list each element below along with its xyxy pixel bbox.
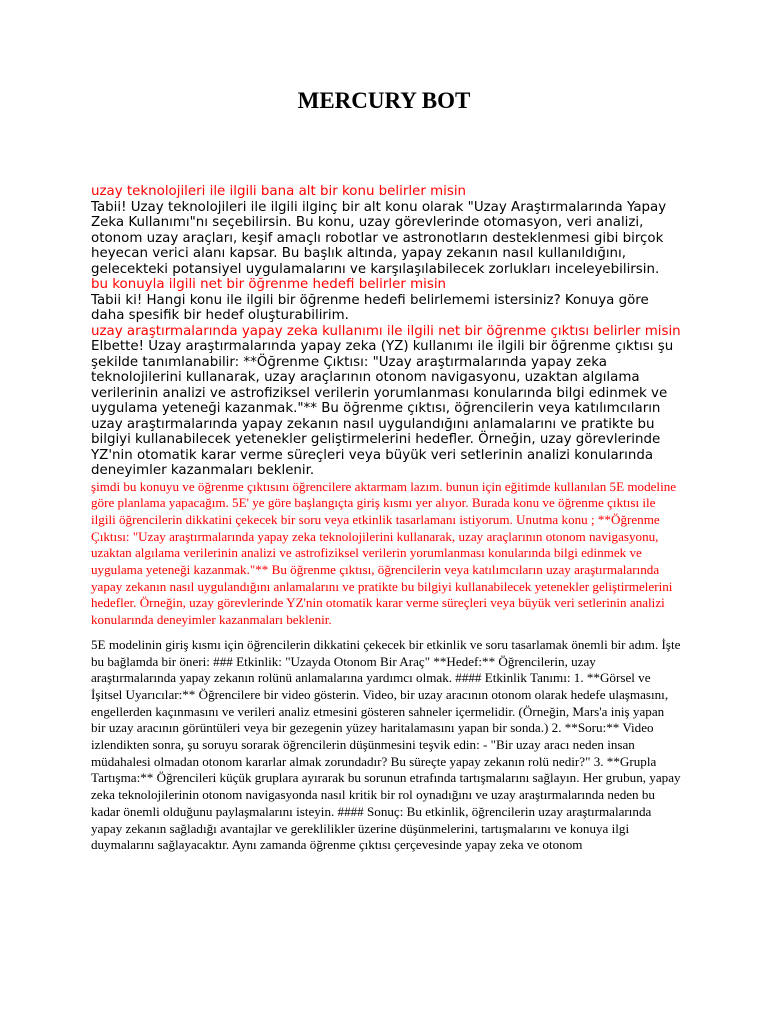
user-question-1: uzay teknolojileri ile ilgili bana alt bir konu belirler misin (91, 184, 467, 199)
bot-answer-3: Elbette! Uzay araştırmalarında yapay zeka (YZ) kullanımı ile ilgili bir öğrenme çıktısı şu şekilde tanımlanabilir: **Öğrenme Çıktısı: "Uzay araştırmalarında yapay zeka teknolojilerini kullanarak, uzay araçlarının otonom navigasyonu, uzaktan algılama verilerinin analizi ve astrofiziksel verilerin yorumlanması konularında bilgi edinmek ve uygulama yeteneği kazanmak."** Bu öğrenme çıktısı, öğrencilerin veya katılımcıların uzay araştırmalarında yapay zekanın nasıl uygulandığını anlamalarını ve pratikte bu bilgiyi kullanabilecek yetenekler geliştirmelerini hedefler. Örneğin, uzay görevlerinde YZ'nin otomatik karar verme süreçleri veya büyük veri setlerinin analizi konularında deneyimler kazanmaları beklenir. (91, 339, 674, 478)
bot-answer-2: Tabii ki! Hangi konu ile ilgili bir öğrenme hedefi belirlememi istersiniz? Konuya göre daha spesifik bir hedef oluşturabilirim. (91, 292, 649, 323)
chat-transcript (91, 184, 681, 854)
user-question-4: şimdi bu konuyu ve öğrenme çıktısını öğrencilere aktarmam lazım. bunun için eğitimde kullanılan 5E modeline göre planlama yapacağım. 5E' ye göre başlangıçta giriş kısmı yer alıyor. Burada konu ve öğrenme çıktısı ile ilgili öğrencilerin dikkatini çekecek bir soru veya etkinlik tasarlamanı istiyorum. Unutma konu ; **Öğrenme Çıktısı: "Uzay araştırmalarında yapay zeka teknolojilerini kullanarak, uzay araçlarının otonom navigasyonu, uzaktan algılama verilerinin analizi ve astrofiziksel verilerin yorumlanması konularında bilgi edinmek ve uygulama yeteneği kazanmak."** Bu öğrenme çıktısı, öğrencilerin veya katılımcıların uzay araştırmalarında yapay zekanın nasıl uygulandığını anlamalarını ve pratikte bu bilgiyi kullanabilecek yetenekler geliştirmelerini hedefler. Örneğin, uzay görevlerinde YZ'nin otomatik karar verme süreçleri veya büyük veri setlerinin analizi konularında deneyimler kazanmaları beklenir. (91, 478, 677, 628)
bot-answer-1: Tabii! Uzay teknolojileri ile ilgili ilginç bir alt konu olarak "Uzay Araştırmalarında Yapay Zeka Kullanımı"nı seçebilirsin. Bu konu, uzay görevlerinde otomasyon, veri analizi, otonom uzay araçları, keşif amaçlı robotlar ve astronotların desteklenmesi gibi birçok heyecan verici alanı kapsar. Bu başlık altında, yapay zekanın nasıl kullanıldığını, gelecekteki potansiyel uygulamalarını ve karşılaşılabilecek zorlukları inceleyebilirsin. (91, 199, 667, 277)
bot-answer-4: 5E modelinin giriş kısmı için öğrencilerin dikkatini çekecek bir etkinlik ve soru tasarlamak önemli bir adım. İşte bu bağlamda bir öneri: ### Etkinlik: "Uzayda Otonom Bir Araç" **Hedef:** Öğrencilerin, uzay araştırmalarında yapay zekanın rolünü anlamalarına yardımcı olmak. #### Etkinlik Tanımı: 1. **Görsel ve İşitsel Uyarıcılar:** Öğrencilere bir video gösterin. Video, bir uzay aracının otonom olarak hedefe ulaşmasını, engellerden kaçınmasını ve verileri analiz etmesini gösteren sahneler içermelidir. (Örneğin, Mars'a iniş yapan bir uzay aracının görüntüleri veya bir gezegenin yüzey haritalamasını yapan bir sonda.) 2. **Soru:** Video izlendikten sonra, şu soruyu sorarak öğrencilerin düşünmesini teşvik edin: - "Bir uzay aracı neden insan müdahalesi olmadan otonom kararlar almak zorundadır? Bu süreçte yapay zekanın rolü nedir?" 3. **Grupla Tartışma:** Öğrencileri küçük gruplara ayırarak bu sorunun etrafında tartışmalarını sağlayın. Her grubun, yapay zeka teknolojilerinin otonom navigasyonda nasıl kritik bir rol oynadığını ve uzay araştırmalarında neden bu kadar önemli olduğunu paylaşmalarını isteyin. #### Sonuç: Bu etkinlik, öğrencilerin uzay araştırmalarında yapay zekanın sağladığı avantajlar ve gereklilikler üzerine düşünmelerini, tartışmalarını ve konuya ilgi duymalarını sağlayacaktır. Aynı zamanda öğrenme çıktısı çerçevesinde yapay zeka ve otonom (91, 636, 681, 853)
user-question-3: uzay araştırmalarında yapay zeka kullanımı ile ilgili net bir öğrenme çıktısı belirler misin (91, 323, 681, 339)
document-title: MERCURY BOT (297, 88, 471, 113)
user-question-2: bu konuyla ilgili net bir öğrenme hedefi belirler misin (91, 277, 447, 292)
